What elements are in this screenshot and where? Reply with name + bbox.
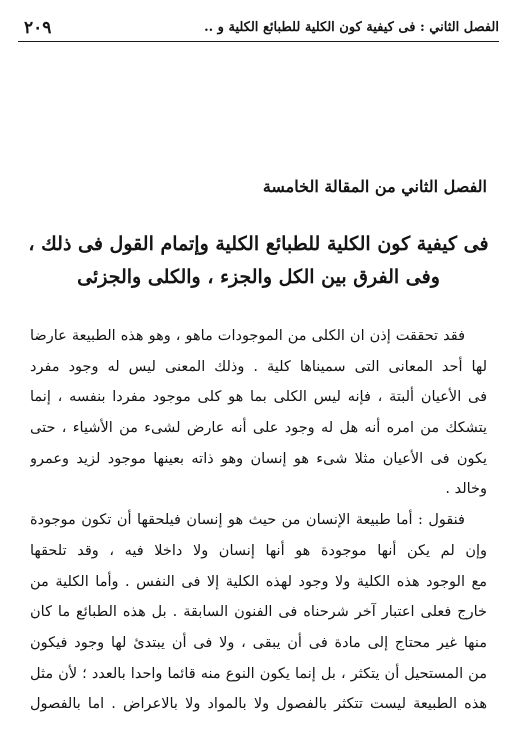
chapter-heading: الفصل الثاني من المقالة الخامسة xyxy=(262,177,487,196)
header-divider xyxy=(18,41,499,42)
section-title-line: وفى الفرق بين الكل والجزء ، والكلى والجزئى xyxy=(77,266,440,288)
text-line: هذه الطبيعة ليست تتكثر بالفصول ولا بالمواد ولا بالاعراض . اما بالفصول xyxy=(30,696,487,713)
text-line: لها أحد المعانى التى سميناها كلية . وذلك المعنى ليس له وجود مفرد xyxy=(30,358,487,375)
running-header xyxy=(18,10,499,40)
text-line: فى الأعيان ألبتة ، فإنه ليس الكلى بما هو كلى موجود مفردا بنفسه ، إنما xyxy=(30,389,487,406)
text-line: وإن لم يكن أنها موجودة هو أنها إنسان ولا داخلا فيه ، وقد تلحقها xyxy=(30,542,487,559)
section-title xyxy=(0,228,517,294)
text-line: فقد تحققت إذن ان الكلى من الموجودات ماهو ، وهو هذه الطبيعة عارضا xyxy=(30,328,465,344)
text-line: فنقول : أما طبيعة الإنسان من حيث هو إنسان فيلحقها أن تكون موجودة xyxy=(30,512,465,529)
text-line: يتشكك من امره أنه هل له وجود على أنه عارض لشىء من الأشياء ، حتى xyxy=(30,420,487,437)
text-line: خارج فعلى اعتبار آخر شرحناه فى الفنون السابقة . بل هذه الطبائع ما كان xyxy=(30,604,487,621)
text-line: منها غير محتاج إلى مادة فى أن يبقى ، ولا فى أن يبتدئ لها وجود فيكون xyxy=(30,634,487,651)
text-line: يكون فى الأعيان مثلا شىء هو إنسان وهو ذاته بعينها موجود لزيد وعمرو xyxy=(30,450,487,467)
text-line: مع الوجود هذه الكلية ولا وجود لهذه الكلية إلا فى النفس . وأما الكلية من xyxy=(30,573,487,590)
paragraph xyxy=(30,505,487,720)
text-line: وخالد . xyxy=(445,481,487,498)
paragraph xyxy=(30,321,487,505)
running-title: الفصل الثاني : فى كيفية كون الكلية للطبائع الكلية و .. xyxy=(204,20,499,35)
page-number: ٢٠٩ xyxy=(24,18,52,38)
section-title-line: فى كيفية كون الكلية للطبائع الكلية وإتمام القول فى ذلك ، xyxy=(28,233,489,255)
text-line: من المستحيل أن يتكثر ، بل إنما يكون النوع منه قائما واحدا بالعدد ؛ لأن مثل xyxy=(30,665,487,682)
body-text xyxy=(30,321,487,720)
